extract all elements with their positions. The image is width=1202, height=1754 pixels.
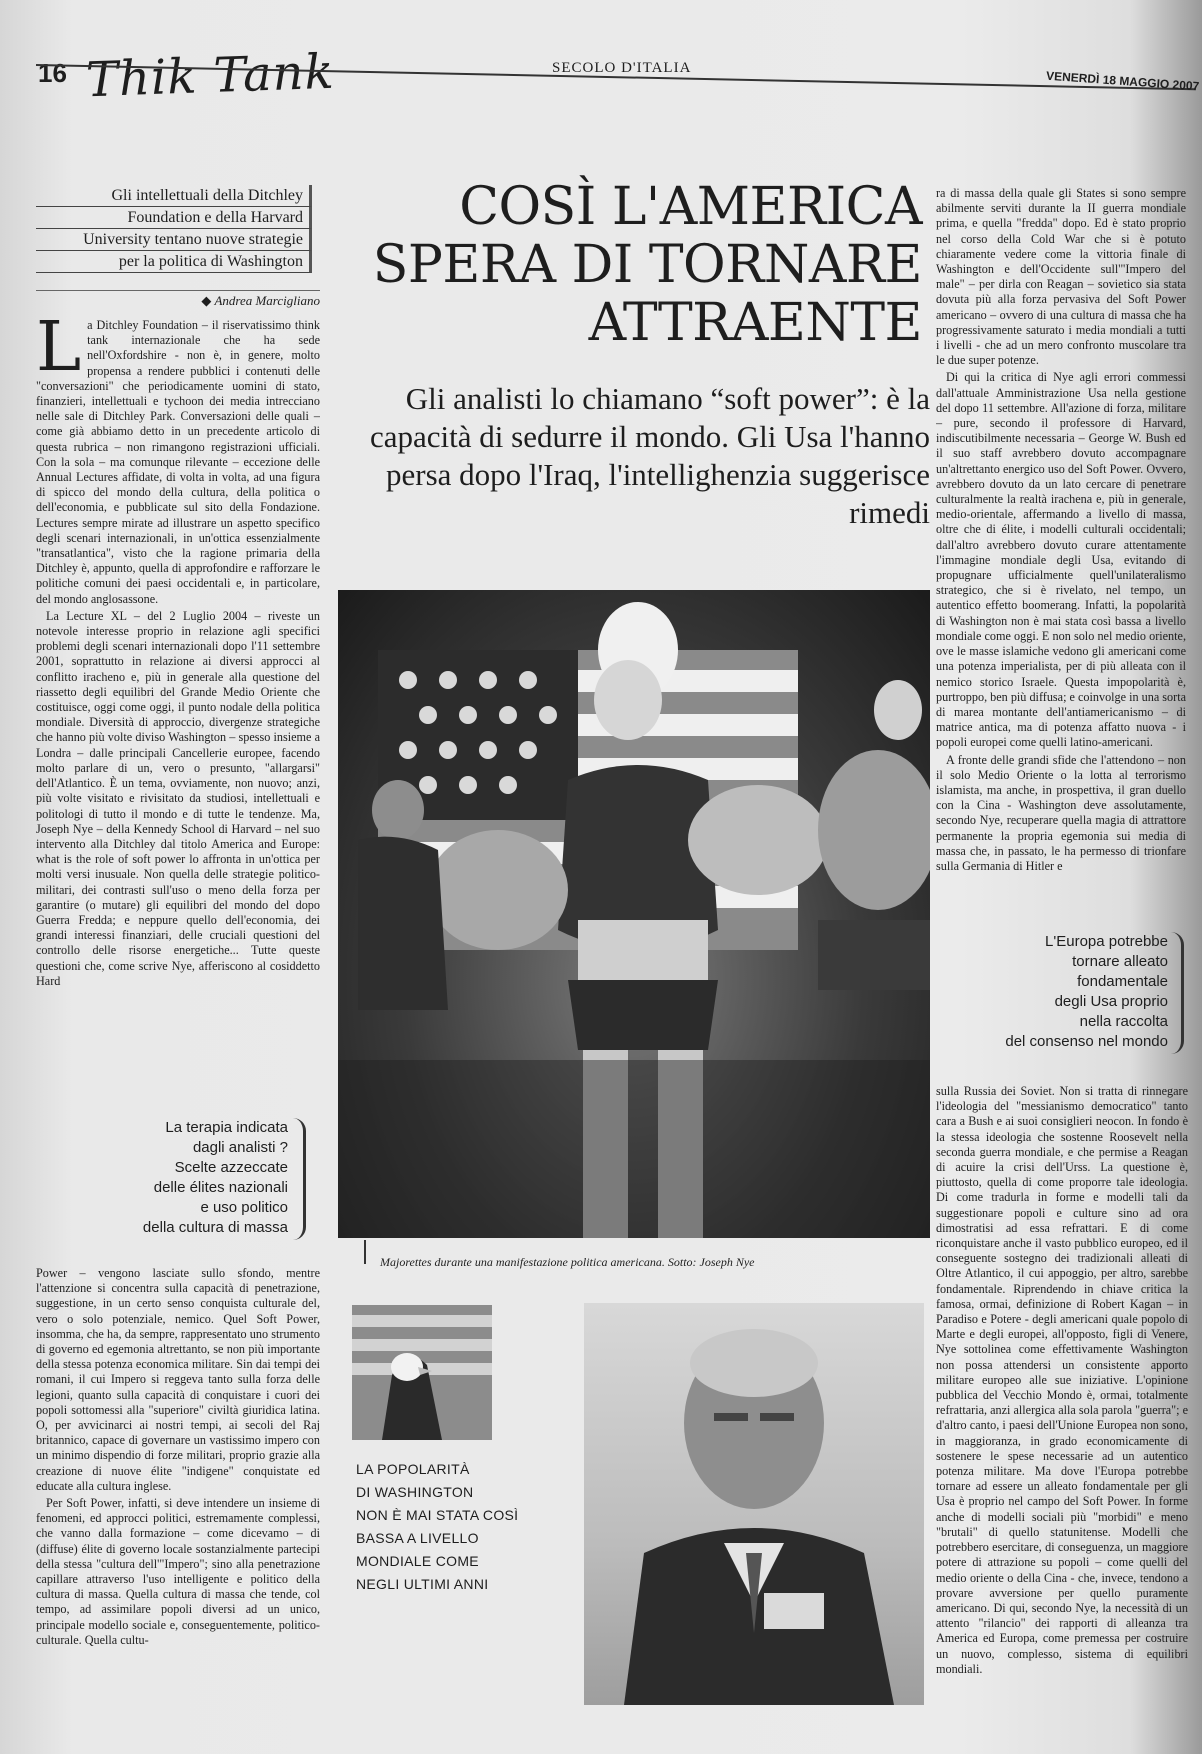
majorettes-photo [338,590,930,1238]
paragraph: La Lecture XL – del 2 Luglio 2004 – riveste un notevole interesse proprio in relazione agli specifici problemi degli scenari internazionali dopo l'11 settembre 2001, soprattutto in relazione ai diversi approcci al conflitto iracheno e, più in generale alla questione del riassetto degli equilibri del Grande Medio Oriente che costituisce, oggi come oggi, il punto nodale della politica mondiale. Diversità di approccio, divergenze strategiche che hanno più volte diviso Washington – spesso insieme a Londra – dalle principali Cancellerie europee, facendo molto parlare di un, vero o presunto, "allargarsi" dell'Atlantico. È un tema, ovviamente, non nuovo; anzi, più volte visitato e rivisitato da studiosi, intellettuali e politologi di tutto il mondo e di tutte le tendenze. Ma, Joseph Nye – della Kennedy School di Harvard – nel suo intervento alla Ditchley dal titolo America and Europe: what is the role of soft power lo affronta in un'ottica per molti versi inusuale. Non quella delle strategie politico-militari, dei contrasti sull'uso o meno della forza per garantire (o mutare) gli equilibri del mondo del dopo Guerra Fredda; e neppure quello dell'economia, dei grandi interessi finanziari, delle cruciali questioni del controllo delle risorse energetiche... Tutte queste questioni che, come scrive Nye, afferiscono al cosiddetto Hard [36,608,320,988]
pull-quote-line: nella raccolta [1079,1013,1168,1030]
paragraph: Per Soft Power, infatti, si deve intendere un insieme di fenomeni, ed approcci politici, estremamente complessi, che vanno dalla formazione – come dicevamo – di (diffuse) élite di governo locale sostanzialmente partecipi della stessa "cultura dell'"Impero"; sino alla penetrazione capillare attraverso l'uso intelligente e politico della cultura di massa. Quella cultura di massa che tende, col tempo, ad assimilare popoli diversi ad un unico, principale modello sociale e, conseguentemente, politico-culturale. Quella cultu- [36,1496,320,1647]
caption-marker [364,1240,366,1264]
pull-quote-line: del consenso nel mondo [1005,1033,1168,1050]
paragraph: Power – vengono lasciate sullo sfondo, mentre l'attenzione si concentra sulla capacità di penetrazione, suggestione, in un certo senso conquista culturale del, vero o solo potenziale, nemico. Quel Soft Power, insomma, che ha, da sempre, rappresentato uno strumento di governo ed egemonia altrettanto, se non più importante della stessa potenza economica militare. Sin dai tempi dei romani, il cui Impero si reggeva tanto sulla forza delle legioni, quanto sulla capacità di conquistare i cuori dei popoli sottomessi alla "superiore" civiltà giuridica latina. O, per avvicinarci ai nostri tempi, ai secoli del Raj britannico, capace di governare un vastissimo impero con un minimo dispendio di forze militari, proprio grazie alla creazione di nuove élite "indigene" conquistate ed educate alla cultura inglese. [36,1266,320,1493]
pull-quote-line: della cultura di massa [142,1219,288,1236]
pull-quote-line: dagli analisti ? [192,1139,288,1156]
pull-quote-line: delle élites nazionali [153,1179,288,1196]
highlight-box [356,1458,518,1596]
kicker-box [36,185,312,273]
highlight-line: BASSA A LIVELLO [356,1530,479,1546]
highlight-line: MONDIALE COME [356,1553,479,1569]
pull-quote-line: fondamentale [1077,973,1168,990]
page-number: 16 [38,58,67,88]
eagle-flag-photo [352,1305,492,1440]
drop-cap: L [36,318,82,387]
newspaper-name: SECOLO D'ITALIA [552,60,692,76]
headline: COSÌ L'AMERICA SPERA DI TORNARE ATTRAENTE [372,177,922,353]
column-1-top [36,318,320,1096]
kicker-line: University tentano nuove strategie [36,229,312,251]
column-1-bottom [36,1266,320,1702]
kicker-line: Foundation e della Harvard [36,207,312,229]
pull-quote-line: degli Usa proprio [1054,993,1168,1010]
author-name: Andrea Marcigliano [214,293,320,308]
pull-quote-line: tornare alleato [1072,953,1168,970]
photo-caption: Majorettes durante una manifestazione politica americana. Sotto: Joseph Nye [380,1255,755,1269]
kicker-line: per la politica di Washington [36,251,312,273]
pull-quote-line: L'Europa potrebbe [1045,933,1168,950]
highlight-line: LA POPOLARITÀ [356,1461,470,1477]
section-logo: Thik Tank [85,43,336,109]
paragraph: a Ditchley Foundation – il riservatissimo think tank internazionale che ha sede nell'Oxfordshire - non è, in genere, molto propensa a rendere pubblici i contenuti delle "conversazioni" che periodicamente uomini di stato, finanzieri, intellettuali e tychoon dei media intrecciano nelle sale di Ditchley Park. Conversazioni delle quali – come già abbiamo detto in un precedente articolo di questa rubrica – non rimangono registrazioni ufficiali. Con la sola – ma comunque rilevante – eccezione delle Annual Lectures affidate, di volta in volta, ad una figura di spicco del mondo della cultura, della politica o dell'economia, e pubblicate sul sito della Fondazione. Lectures sempre mirate ad illustrare un aspetto specifico degli scenari internazionali, in un'ottica essenzialmente "transatlantica", visto che la ragione primaria della Ditchley è, appunto, quella di approfondire e rafforzare le politiche comuni dei paesi occidentali e, in particolare, del mondo anglosassone. [36,318,320,606]
issue-date: VENERDÌ 18 MAGGIO 2007 [1045,68,1200,94]
kicker-line: Gli intellettuali della Ditchley [36,185,312,207]
byline: ◆ Andrea Marcigliano [36,290,320,309]
paragraph: Di qui la critica di Nye agli errori commessi dall'attuale Amministrazione Usa nella gestione del dopo 11 settembre. All'azione di forza, militare – pure, secondo il professore di Harvard, indiscutibilmente necessaria – George W. Bush ed il suo staff avrebbero dovuto accompagnare un'altrettanto energico uso del Soft Power. Ovvero, avrebbero dovuto da un lato cercare di penetrare culturalmente la realtà irachena e, più in generale, medio-orientale, affermando a livello di massa, oltre che di élite, i modelli culturali occidentali; dall'altro avrebbero dovuto curare attentamente l'immagine mondiale degli Usa, evitando di propugnare ufficialmente quell'unilateralismo strategico, che si è rivelato, nel tempo, un autentico effetto boomerang. Infatti, la popolarità di Washington non è mai stata così bassa a livello mondiale come oggi. E non solo nel medio oriente, ove le masse islamiche vedono gli americani come una potenza imperialista, per di più alleata con il nemico storico Israele. Questa impopolarità è, purtroppo, ben più diffusa; e coinvolge in una sorta di marea montante dell'antiamericanismo – di matrice antica, ma di potenza affatto nuova - i popoli europei come quelli latino-americani. [936,370,1186,750]
subheadline: Gli analisti lo chiamano “soft power”: è la capacità di sedurre il mondo. Gli Usa l'hanno persa dopo l'Iraq, l'intellighenzia suggerisce rimedi [370,381,930,530]
paragraph: ra di massa della quale gli States si sono sempre abilmente serviti durante la II guerra mondiale prima, e quella "fredda" dopo. Ed è stato proprio nel corso della Cold War che si è potuto chiaramente vedere come la vittoria finale di Washington e dell'Occidente sull'"Impero del male" – per dirla con Reagan – sovietico sia stata dovuta più alla forza pervasiva del Soft Power americano – ovvero di una cultura di massa che ha progressivamente saturato i media mondiali a tutti i livelli - che ad un mero confronto muscolare tra le due super potenze. [936,186,1186,368]
pull-quote-left [96,1118,288,1240]
paragraph: A fronte delle grandi sfide che l'attendono – non il solo Medio Oriente o la lotta al terrorismo islamista, ma anche, in prospettiva, il gran duello con la Cina - Washington deve assolutamente, secondo Nye, recuperare quella magia di attrattore permanente la propria egemonia sui media di massa che, in passato, le ha permesso di trionfare sulla Germania di Hitler e [936,752,1186,873]
joseph-nye-photo [584,1303,924,1705]
pull-quote-line: La terapia indicata [165,1119,288,1136]
bracket-ornament [293,1118,306,1240]
highlight-line: NEGLI ULTIMI ANNI [356,1576,489,1592]
column-3-top [936,186,1186,938]
pull-quote-line: e uso politico [200,1199,288,1216]
column-3-bottom [936,1084,1188,1724]
paragraph: sulla Russia dei Soviet. Non si tratta di rinnegare l'ideologia del "messianismo democratico" tanto cara a Bush e ai suoi consiglieri neocon. In fondo è la stessa ideologia che sostenne Roosevelt nella seconda guerra mondiale, e che permise a Reagan di acuire la crisi dell'Urss. La questione è, piuttosto, quella di come proporre tale ideologia. Di come tradurla in forme e modelli tali da suggestionare popoli e culture sino ad ora dimostratisi ad essa refrattari. E di come riconquistare anche il vasto pubblico europeo, ed il conseguente sostegno dei tradizionali alleati di Oltre Atlantico, il cui appoggio, per altro, sarebbe fondamentale. Riprendendo in chiave critica la famosa, ormai, definizione di Robert Kagan – in Paradiso e Potere - degli americani quale popolo di Marte e degli europei, all'opposto, figli di Venere, Nye sottolinea come effettivamente Washington non possa attendersi un consistente apporto militare europeo alle sue iniziative. L'opinione pubblica del Vecchio Mondo è, ormai, totalmente refrattaria, anzi allergica alla sola parola "guerra"; e d'altro canto, i paesi dell'Unione Europea non sono, in maggioranza, in grado economicamente di sostenere le spese necessarie ad un autentico potenza militare. Ma dove l'Europa potrebbe tornare ad essere un alleato fondamentale per gli Usa è proprio nel campo del Soft Power. In forme anche di modelli sociali più "morbidi" e meno "brutali" di quello statunitense. Modelli che potrebbero esercitare, di conseguenza, un maggiore potere di attrazione su popoli – come quelli del medio oriente o della Cina - che, invece, tendono a provare avversione per quello puramente americano. Di qui, secondo Nye, la necessità di un attento "rilancio" dei rapporti di alleanza tra America ed Europa, come premessa per costruire un nuovo, complesso, sistema di equilibri mondiali. [936,1084,1188,1676]
bracket-ornament [1171,932,1184,1054]
highlight-line: NON È MAI STATA COSÌ [356,1507,519,1523]
pull-quote-line: Scelte azzeccate [174,1159,288,1176]
pull-quote-right [982,932,1168,1054]
highlight-line: DI WASHINGTON [356,1484,474,1500]
